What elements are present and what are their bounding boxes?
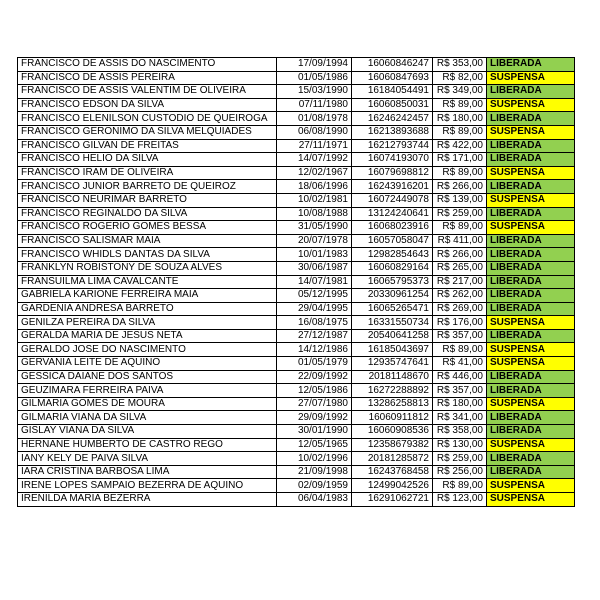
cell-status: LIBERADA xyxy=(487,85,575,99)
cell-status: LIBERADA xyxy=(487,289,575,303)
cell-value: R$ 446,00 xyxy=(433,370,487,384)
cell-value: R$ 259,00 xyxy=(433,207,487,221)
cell-name: FRANCISCO IRAM DE OLIVEIRA xyxy=(18,166,277,180)
table-row xyxy=(18,493,575,507)
table-row xyxy=(18,98,575,112)
cell-value: R$ 89,00 xyxy=(433,125,487,139)
cell-number: 20181148670 xyxy=(352,370,433,384)
cell-number: 16060850031 xyxy=(352,98,433,112)
cell-number: 16065795373 xyxy=(352,275,433,289)
cell-status: SUSPENSA xyxy=(487,166,575,180)
table-row xyxy=(18,221,575,235)
cell-value: R$ 341,00 xyxy=(433,411,487,425)
cell-number: 12499042526 xyxy=(352,479,433,493)
cell-status: SUSPENSA xyxy=(487,98,575,112)
cell-name: FRANCISCO DE ASSIS VALENTIM DE OLIVEIRA xyxy=(18,85,277,99)
cell-number: 12982854643 xyxy=(352,248,433,262)
cell-date: 18/06/1996 xyxy=(277,180,352,194)
cell-number: 16057058047 xyxy=(352,234,433,248)
cell-date: 27/12/1987 xyxy=(277,329,352,343)
cell-status: LIBERADA xyxy=(487,425,575,439)
cell-number: 16060829164 xyxy=(352,261,433,275)
cell-name: FRANCISCO HELIO DA SILVA xyxy=(18,153,277,167)
cell-number: 20540641258 xyxy=(352,329,433,343)
cell-name: GARDENIA ANDRESA BARRETO xyxy=(18,302,277,316)
table-row xyxy=(18,248,575,262)
table-row xyxy=(18,71,575,85)
cell-date: 02/09/1959 xyxy=(277,479,352,493)
cell-date: 30/06/1987 xyxy=(277,261,352,275)
cell-number: 16079698812 xyxy=(352,166,433,180)
table-row xyxy=(18,316,575,330)
cell-name: GERALDO JOSE DO NASCIMENTO xyxy=(18,343,277,357)
cell-value: R$ 349,00 xyxy=(433,85,487,99)
cell-value: R$ 259,00 xyxy=(433,452,487,466)
cell-name: GEUZIMARA FERREIRA PAIVA xyxy=(18,384,277,398)
cell-value: R$ 217,00 xyxy=(433,275,487,289)
cell-number: 16060847693 xyxy=(352,71,433,85)
cell-status: LIBERADA xyxy=(487,411,575,425)
cell-value: R$ 358,00 xyxy=(433,425,487,439)
cell-status: LIBERADA xyxy=(487,58,575,72)
table-row xyxy=(18,166,575,180)
cell-name: FRANSUILMA LIMA CAVALCANTE xyxy=(18,275,277,289)
cell-number: 16243768458 xyxy=(352,465,433,479)
table-row xyxy=(18,479,575,493)
table-row xyxy=(18,370,575,384)
cell-name: FRANCISCO GILVAN DE FREITAS xyxy=(18,139,277,153)
cell-date: 10/02/1996 xyxy=(277,452,352,466)
cell-status: LIBERADA xyxy=(487,384,575,398)
cell-status: LIBERADA xyxy=(487,465,575,479)
cell-date: 21/09/1998 xyxy=(277,465,352,479)
cell-value: R$ 89,00 xyxy=(433,98,487,112)
cell-number: 16074193070 xyxy=(352,153,433,167)
cell-value: R$ 422,00 xyxy=(433,139,487,153)
cell-value: R$ 89,00 xyxy=(433,221,487,235)
table-row xyxy=(18,465,575,479)
cell-number: 16065265471 xyxy=(352,302,433,316)
cell-name: FRANCISCO ELENILSON CUSTODIO DE QUEIROGA xyxy=(18,112,277,126)
cell-name: FRANCISCO EDSON DA SILVA xyxy=(18,98,277,112)
table-row xyxy=(18,125,575,139)
cell-date: 05/12/1995 xyxy=(277,289,352,303)
cell-date: 12/05/1986 xyxy=(277,384,352,398)
cell-date: 01/05/1979 xyxy=(277,357,352,371)
cell-name: GESSICA DAIANE DOS SANTOS xyxy=(18,370,277,384)
cell-date: 30/01/1990 xyxy=(277,425,352,439)
cell-date: 01/05/1986 xyxy=(277,71,352,85)
cell-date: 14/07/1981 xyxy=(277,275,352,289)
cell-date: 12/02/1967 xyxy=(277,166,352,180)
cell-date: 15/03/1990 xyxy=(277,85,352,99)
table-row xyxy=(18,112,575,126)
cell-value: R$ 176,00 xyxy=(433,316,487,330)
cell-number: 16243916201 xyxy=(352,180,433,194)
cell-number: 16072449078 xyxy=(352,193,433,207)
table-row xyxy=(18,234,575,248)
table-row xyxy=(18,357,575,371)
table-row xyxy=(18,397,575,411)
cell-number: 16060911812 xyxy=(352,411,433,425)
cell-name: FRANCISCO WHIDLS DANTAS DA SILVA xyxy=(18,248,277,262)
cell-date: 17/09/1994 xyxy=(277,58,352,72)
cell-status: LIBERADA xyxy=(487,329,575,343)
table-row xyxy=(18,411,575,425)
cell-name: GABRIELA KARIONE FERREIRA MAIA xyxy=(18,289,277,303)
cell-name: HERNANE HUMBERTO DE CASTRO REGO xyxy=(18,438,277,452)
table-body xyxy=(18,58,575,507)
cell-name: IRENE LOPES SAMPAIO BEZERRA DE AQUINO xyxy=(18,479,277,493)
cell-status: SUSPENSA xyxy=(487,221,575,235)
cell-number: 16068023916 xyxy=(352,221,433,235)
cell-value: R$ 180,00 xyxy=(433,397,487,411)
cell-number: 16060908536 xyxy=(352,425,433,439)
cell-date: 14/07/1992 xyxy=(277,153,352,167)
cell-value: R$ 353,00 xyxy=(433,58,487,72)
table-row xyxy=(18,275,575,289)
cell-name: IANY KELY DE PAIVA SILVA xyxy=(18,452,277,466)
cell-status: LIBERADA xyxy=(487,452,575,466)
cell-number: 16212793744 xyxy=(352,139,433,153)
cell-value: R$ 130,00 xyxy=(433,438,487,452)
table-row xyxy=(18,58,575,72)
cell-status: LIBERADA xyxy=(487,370,575,384)
table-row xyxy=(18,302,575,316)
cell-name: FRANCISCO DE ASSIS DO NASCIMENTO xyxy=(18,58,277,72)
table-row xyxy=(18,193,575,207)
cell-date: 31/05/1990 xyxy=(277,221,352,235)
cell-date: 16/08/1975 xyxy=(277,316,352,330)
cell-number: 16291062721 xyxy=(352,493,433,507)
cell-value: R$ 89,00 xyxy=(433,343,487,357)
cell-value: R$ 266,00 xyxy=(433,180,487,194)
cell-name: GISLAY VIANA DA SILVA xyxy=(18,425,277,439)
cell-number: 16185043697 xyxy=(352,343,433,357)
cell-name: FRANKLYN ROBISTONY DE SOUZA ALVES xyxy=(18,261,277,275)
table-row xyxy=(18,261,575,275)
cell-number: 16213893688 xyxy=(352,125,433,139)
cell-number: 16060846247 xyxy=(352,58,433,72)
cell-status: SUSPENSA xyxy=(487,493,575,507)
cell-status: LIBERADA xyxy=(487,153,575,167)
table-row xyxy=(18,85,575,99)
cell-name: GERALDA MARIA DE JESUS NETA xyxy=(18,329,277,343)
table-row xyxy=(18,329,575,343)
cell-status: SUSPENSA xyxy=(487,397,575,411)
cell-status: LIBERADA xyxy=(487,248,575,262)
table-row xyxy=(18,384,575,398)
cell-number: 16184054491 xyxy=(352,85,433,99)
cell-status: LIBERADA xyxy=(487,302,575,316)
cell-value: R$ 357,00 xyxy=(433,384,487,398)
cell-status: LIBERADA xyxy=(487,139,575,153)
cell-status: LIBERADA xyxy=(487,234,575,248)
data-table xyxy=(17,57,575,507)
cell-status: SUSPENSA xyxy=(487,357,575,371)
cell-number: 20181285872 xyxy=(352,452,433,466)
cell-date: 29/09/1992 xyxy=(277,411,352,425)
cell-number: 20330961254 xyxy=(352,289,433,303)
cell-number: 16246242457 xyxy=(352,112,433,126)
cell-status: SUSPENSA xyxy=(487,71,575,85)
cell-name: FRANCISCO REGINALDO DA SILVA xyxy=(18,207,277,221)
cell-value: R$ 89,00 xyxy=(433,166,487,180)
cell-value: R$ 82,00 xyxy=(433,71,487,85)
cell-date: 29/04/1995 xyxy=(277,302,352,316)
cell-value: R$ 262,00 xyxy=(433,289,487,303)
cell-date: 22/09/1992 xyxy=(277,370,352,384)
cell-date: 12/05/1965 xyxy=(277,438,352,452)
cell-status: SUSPENSA xyxy=(487,438,575,452)
cell-number: 12935747641 xyxy=(352,357,433,371)
cell-status: SUSPENSA xyxy=(487,125,575,139)
cell-value: R$ 171,00 xyxy=(433,153,487,167)
table-row xyxy=(18,438,575,452)
cell-value: R$ 269,00 xyxy=(433,302,487,316)
cell-date: 14/12/1986 xyxy=(277,343,352,357)
table-row xyxy=(18,452,575,466)
cell-value: R$ 411,00 xyxy=(433,234,487,248)
table-row xyxy=(18,289,575,303)
cell-date: 01/08/1978 xyxy=(277,112,352,126)
cell-value: R$ 180,00 xyxy=(433,112,487,126)
cell-status: SUSPENSA xyxy=(487,343,575,357)
cell-value: R$ 139,00 xyxy=(433,193,487,207)
cell-name: GILMARIA GOMES DE MOURA xyxy=(18,397,277,411)
cell-date: 10/08/1988 xyxy=(277,207,352,221)
cell-date: 27/11/1971 xyxy=(277,139,352,153)
cell-status: LIBERADA xyxy=(487,207,575,221)
cell-name: FRANCISCO ROGERIO GOMES BESSA xyxy=(18,221,277,235)
cell-value: R$ 266,00 xyxy=(433,248,487,262)
cell-status: SUSPENSA xyxy=(487,479,575,493)
cell-name: FRANCISCO SALISMAR MAIA xyxy=(18,234,277,248)
cell-name: FRANCISCO JUNIOR BARRETO DE QUEIROZ xyxy=(18,180,277,194)
cell-value: R$ 89,00 xyxy=(433,479,487,493)
cell-number: 13124240641 xyxy=(352,207,433,221)
table-row xyxy=(18,139,575,153)
table-row xyxy=(18,343,575,357)
cell-date: 20/07/1978 xyxy=(277,234,352,248)
cell-value: R$ 265,00 xyxy=(433,261,487,275)
cell-number: 16331550734 xyxy=(352,316,433,330)
cell-status: SUSPENSA xyxy=(487,316,575,330)
cell-value: R$ 256,00 xyxy=(433,465,487,479)
cell-value: R$ 123,00 xyxy=(433,493,487,507)
cell-value: R$ 357,00 xyxy=(433,329,487,343)
cell-date: 10/02/1981 xyxy=(277,193,352,207)
cell-name: GERVANIA LEITE DE AQUINO xyxy=(18,357,277,371)
cell-name: IARA CRISTINA BARBOSA LIMA xyxy=(18,465,277,479)
cell-number: 13286258813 xyxy=(352,397,433,411)
cell-name: GILMARIA VIANA DA SILVA xyxy=(18,411,277,425)
cell-number: 16272288892 xyxy=(352,384,433,398)
cell-name: FRANCISCO DE ASSIS PEREIRA xyxy=(18,71,277,85)
cell-date: 10/01/1983 xyxy=(277,248,352,262)
cell-date: 06/04/1983 xyxy=(277,493,352,507)
cell-status: SUSPENSA xyxy=(487,193,575,207)
cell-name: FRANCISCO NEURIMAR BARRETO xyxy=(18,193,277,207)
cell-status: LIBERADA xyxy=(487,112,575,126)
cell-name: FRANCISCO GERONIMO DA SILVA MELQUIADES xyxy=(18,125,277,139)
cell-name: GENILZA PEREIRA DA SILVA xyxy=(18,316,277,330)
cell-number: 12358679382 xyxy=(352,438,433,452)
cell-date: 27/07/1980 xyxy=(277,397,352,411)
table-row xyxy=(18,425,575,439)
cell-status: LIBERADA xyxy=(487,275,575,289)
cell-name: IRENILDA MARIA BEZERRA xyxy=(18,493,277,507)
table-row xyxy=(18,153,575,167)
cell-status: LIBERADA xyxy=(487,261,575,275)
table-row xyxy=(18,207,575,221)
cell-status: LIBERADA xyxy=(487,180,575,194)
cell-date: 06/08/1990 xyxy=(277,125,352,139)
cell-date: 07/11/1980 xyxy=(277,98,352,112)
table-row xyxy=(18,180,575,194)
cell-value: R$ 41,00 xyxy=(433,357,487,371)
